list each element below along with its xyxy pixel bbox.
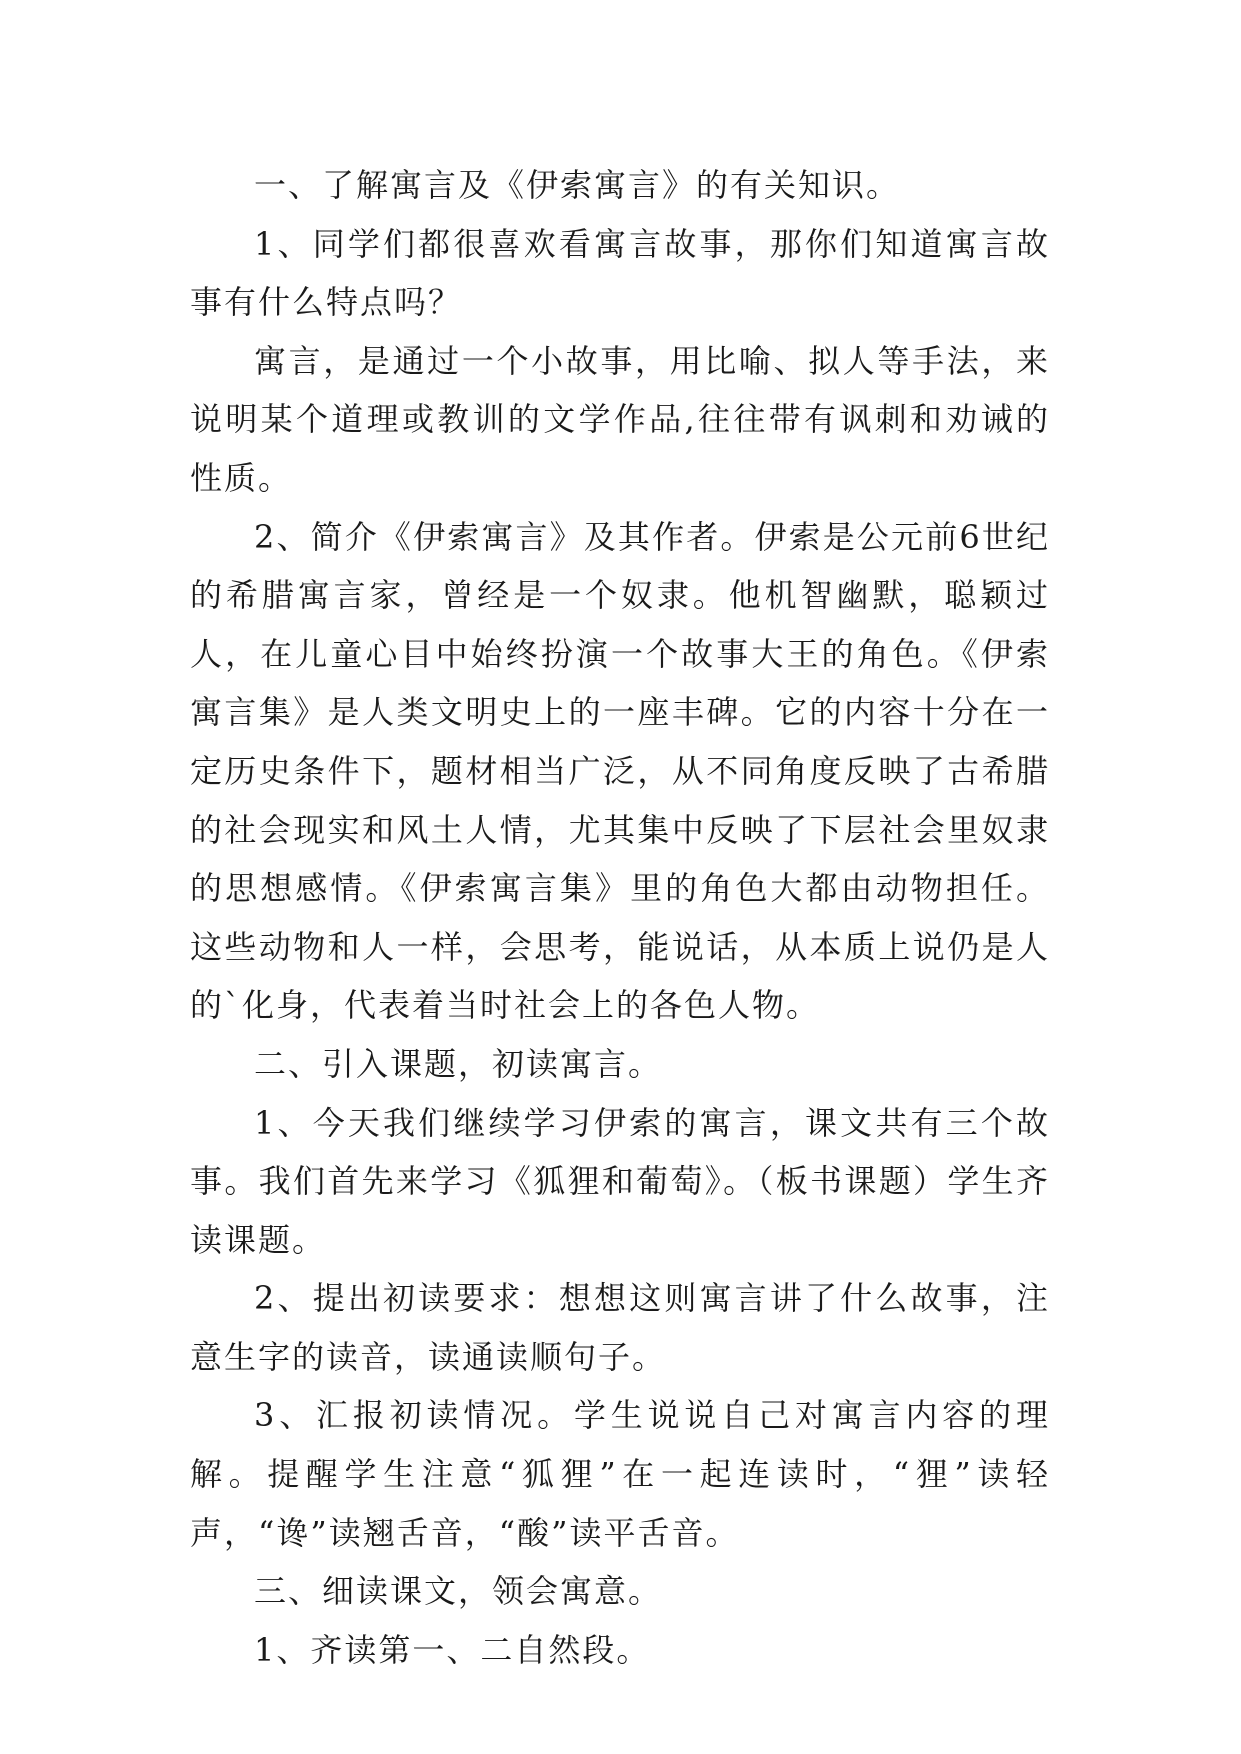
section-heading-3: 三、细读课文，领会寓意。 [254, 1572, 663, 1611]
paragraph-definition: 寓言，是通过一个小故事，用比喻、拟人等手法，来说明某个道理或教训的文学作品,往往带有讽刺和劝诫的性质。 [190, 341, 1050, 497]
paragraph-lesson-intro: 1、今天我们继续学习伊索的寓言，课文共有三个故事。我们首先来学习《狐狸和葡萄》。（板书课题）学生齐读课题。 [190, 1103, 1050, 1259]
paragraph-question: 1、同学们都很喜欢看寓言故事，那你们知道寓言故事有什么特点吗？ [190, 224, 1050, 322]
section-heading-1: 一、了解寓言及《伊索寓言》的有关知识。 [254, 166, 901, 204]
paragraph-reading-requirements: 2、提出初读要求：想想这则寓言讲了什么故事，注意生字的读音，读通读顺句子。 [190, 1279, 1050, 1376]
paragraph-read-aloud: 1、齐读第一、二自然段。 [254, 1630, 651, 1669]
document-body [190, 156, 1050, 1679]
paragraph-aesop-intro: 2、简介《伊索寓言》及其作者。伊索是公元前6世纪的希腊寓言家，曾经是一个奴隶。他机智幽默，聪颖过人，在儿童心目中始终扮演一个故事大王的角色。《伊索寓言集》是人类文明史上的一座丰碑。它的内容十分在一定历史条件下，题材相当广泛，从不同角度反映了古希腊的社会现实和风土人情，尤其集中反映了下层社会里奴隶的思想感情。《伊索寓言集》里的角色大都由动物担任。这些动物和人一样，会思考，能说话，从本质上说仍是人的`化身，代表着当时社会上的各色人物。 [190, 517, 1050, 1025]
paragraph-reading-report: 3、汇报初读情况。学生说说自己对寓言内容的理解。提醒学生注意“狐狸”在一起连读时，“狸”读轻声，“谗”读翘舌音，“酸”读平舌音。 [190, 1396, 1050, 1552]
section-heading-2: 二、引入课题，初读寓言。 [254, 1044, 663, 1083]
